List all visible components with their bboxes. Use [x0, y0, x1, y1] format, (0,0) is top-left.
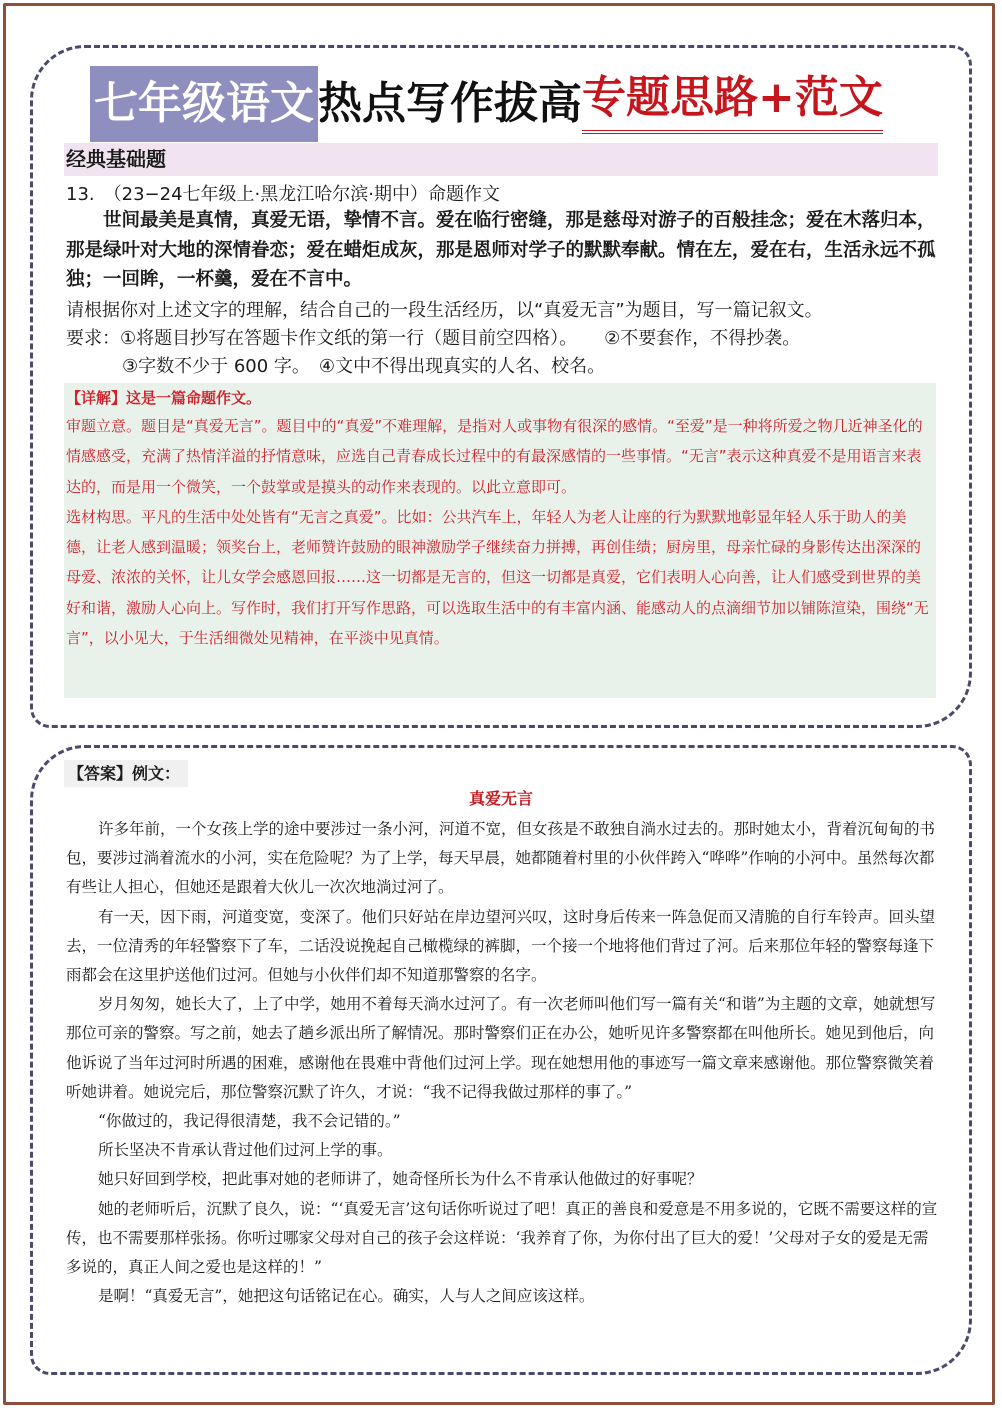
question-material: 世间最美是真情，真爱无语，挚情不言。爱在临行密缝，那是慈母对游子的百般挂念；爱在木落归本，那是绿叶对大地的深情眷恋；爱在蜡炬成灰，那是恩师对学子的默默奉献。情在左，爱在右，生活永远不孤独；一回眸，一杯羹，爱在不言中。 [66, 210, 936, 290]
essay-paragraph: 她只好回到学校，把此事对她的老师讲了，她奇怪所长为什么不肯承认他做过的好事呢？ [98, 1170, 703, 1189]
essay-body [66, 815, 940, 1311]
analysis-box [64, 383, 936, 698]
analysis-heading: 【详解】这是一篇命题作文。 [66, 389, 262, 407]
page-title [90, 66, 883, 142]
question-source: 13. （23−24七年级上·黑龙江哈尔滨·期中）命题作文 [66, 184, 500, 205]
answer-heading: 【答案】例文： [64, 760, 188, 787]
essay-paragraph: “你做过的，我记得很清楚，我不会记错的。” [98, 1112, 401, 1131]
analysis-paragraph: 选材构思。平凡的生活中处处皆有“无言之真爱”。比如：公共汽车上，年轻人为老人让座的行为默默地彰显年轻人乐于助人的美德，让老人感到温暖；领奖台上，老师赞许鼓励的眼神激励学子继续奋力拼搏，再创佳绩；厨房里，母亲忙碌的身影传达出深深的母爱、浓浓的关怀，让儿女学会感恩回报……这一切都是无言的，但这一切都是真爱，它们表明人心向善，让人们感受到世界的美好和谐，激励人心向上。写作时，我们打开写作思路，可以选取生活中的有丰富内涵、能感动人的点滴细节加以铺陈渲染，围绕“无言”，以小见大，于生活细微处见精神，在平淡中见真情。 [66, 507, 929, 648]
requirements-line-1: 要求：①将题目抄写在答题卡作文纸的第一行（题目前空四格）。 ②不要套作，不得抄袭。 [66, 328, 801, 349]
title-grade-subject: 七年级语文 [90, 66, 318, 142]
requirements-line-2: ③字数不少于 600 字。 ④文中不得出现真实的人名、校名。 [122, 356, 606, 377]
title-highlight: 专题思路+范文 [582, 66, 883, 134]
analysis-paragraph: 审题立意。题目是“真爱无言”。题目中的“真爱”不难理解，是指对人或事物有很深的感情。“至爱”是一种将所爱之物几近神圣化的情感感受，充满了热情洋溢的抒情意味，应选自己青春成长过程中的有最深感情的一些事情。“无言”表示这种真爱不是用语言来表达的，而是用一个微笑，一个鼓掌或是摸头的动作来表现的。以此立意即可。 [66, 417, 923, 496]
essay-paragraph: 她的老师听后，沉默了良久，说：“‘真爱无言’这句话你听说过了吧！真正的善良和爱意是不用多说的，它既不需要这样的宣传，也不需要那样张扬。你听过哪家父母对自己的孩子会这样说：‘我养育了你，为你付出了巨大的爱！’父母对子女的爱是无需多说的，真正人间之爱也是这样的！” [66, 1199, 938, 1277]
analysis-body [66, 411, 934, 653]
essay-title: 真爱无言 [468, 789, 533, 808]
essay-paragraph: 许多年前，一个女孩上学的途中要涉过一条小河，河道不宽，但女孩是不敢独自淌水过去的。那时她太小，背着沉甸甸的书包，要涉过淌着流水的小河，实在危险呢？为了上学，每天早晨，她都随着村里的小伙伴跨入“哗哗”作响的小河中。虽然每次都有些让人担心，但她还是跟着大伙儿一次次地淌过河了。 [66, 820, 936, 897]
question-prompt: 请根据你对上述文字的理解，结合自己的一段生活经历，以“真爱无言”为题目，写一篇记叙文。 [66, 300, 823, 321]
section-heading: 经典基础题 [64, 143, 938, 176]
title-topic: 热点写作拔高 [318, 78, 582, 129]
essay-paragraph: 有一天，因下雨，河道变宽，变深了。他们只好站在岸边望河兴叹，这时身后传来一阵急促而又清脆的自行车铃声。回头望去，一位清秀的年轻警察下了车，二话没说挽起自己橄榄绿的裤脚，一个接一个地将他们背过了河。后来那位年轻的警察每逢下雨都会在这里护送他们过河。但她与小伙伴们却不知道那警察的名字。 [66, 907, 936, 985]
essay-paragraph: 是啊！“真爱无言”，她把这句话铭记在心。确实，人与人之间应该这样。 [98, 1287, 595, 1306]
essay-paragraph: 岁月匆匆，她长大了，上了中学，她用不着每天淌水过河了。有一次老师叫他们写一篇有关“和谐”为主题的文章，她就想写那位可亲的警察。写之前，她去了趟乡派出所了解情况。那时警察们正在办公，她听见许多警察都在叫他所长。她见到他后，向他诉说了当年过河时所遇的困难，感谢他在畏难中背他们过河上学。现在她想用他的事迹写一篇文章来感谢他。那位警察微笑着听她讲着。她说完后，那位警察沉默了许久，才说：“我不记得我做过那样的事了。” [66, 995, 936, 1101]
essay-paragraph: 所长坚决不肯承认背过他们过河上学的事。 [98, 1141, 393, 1160]
